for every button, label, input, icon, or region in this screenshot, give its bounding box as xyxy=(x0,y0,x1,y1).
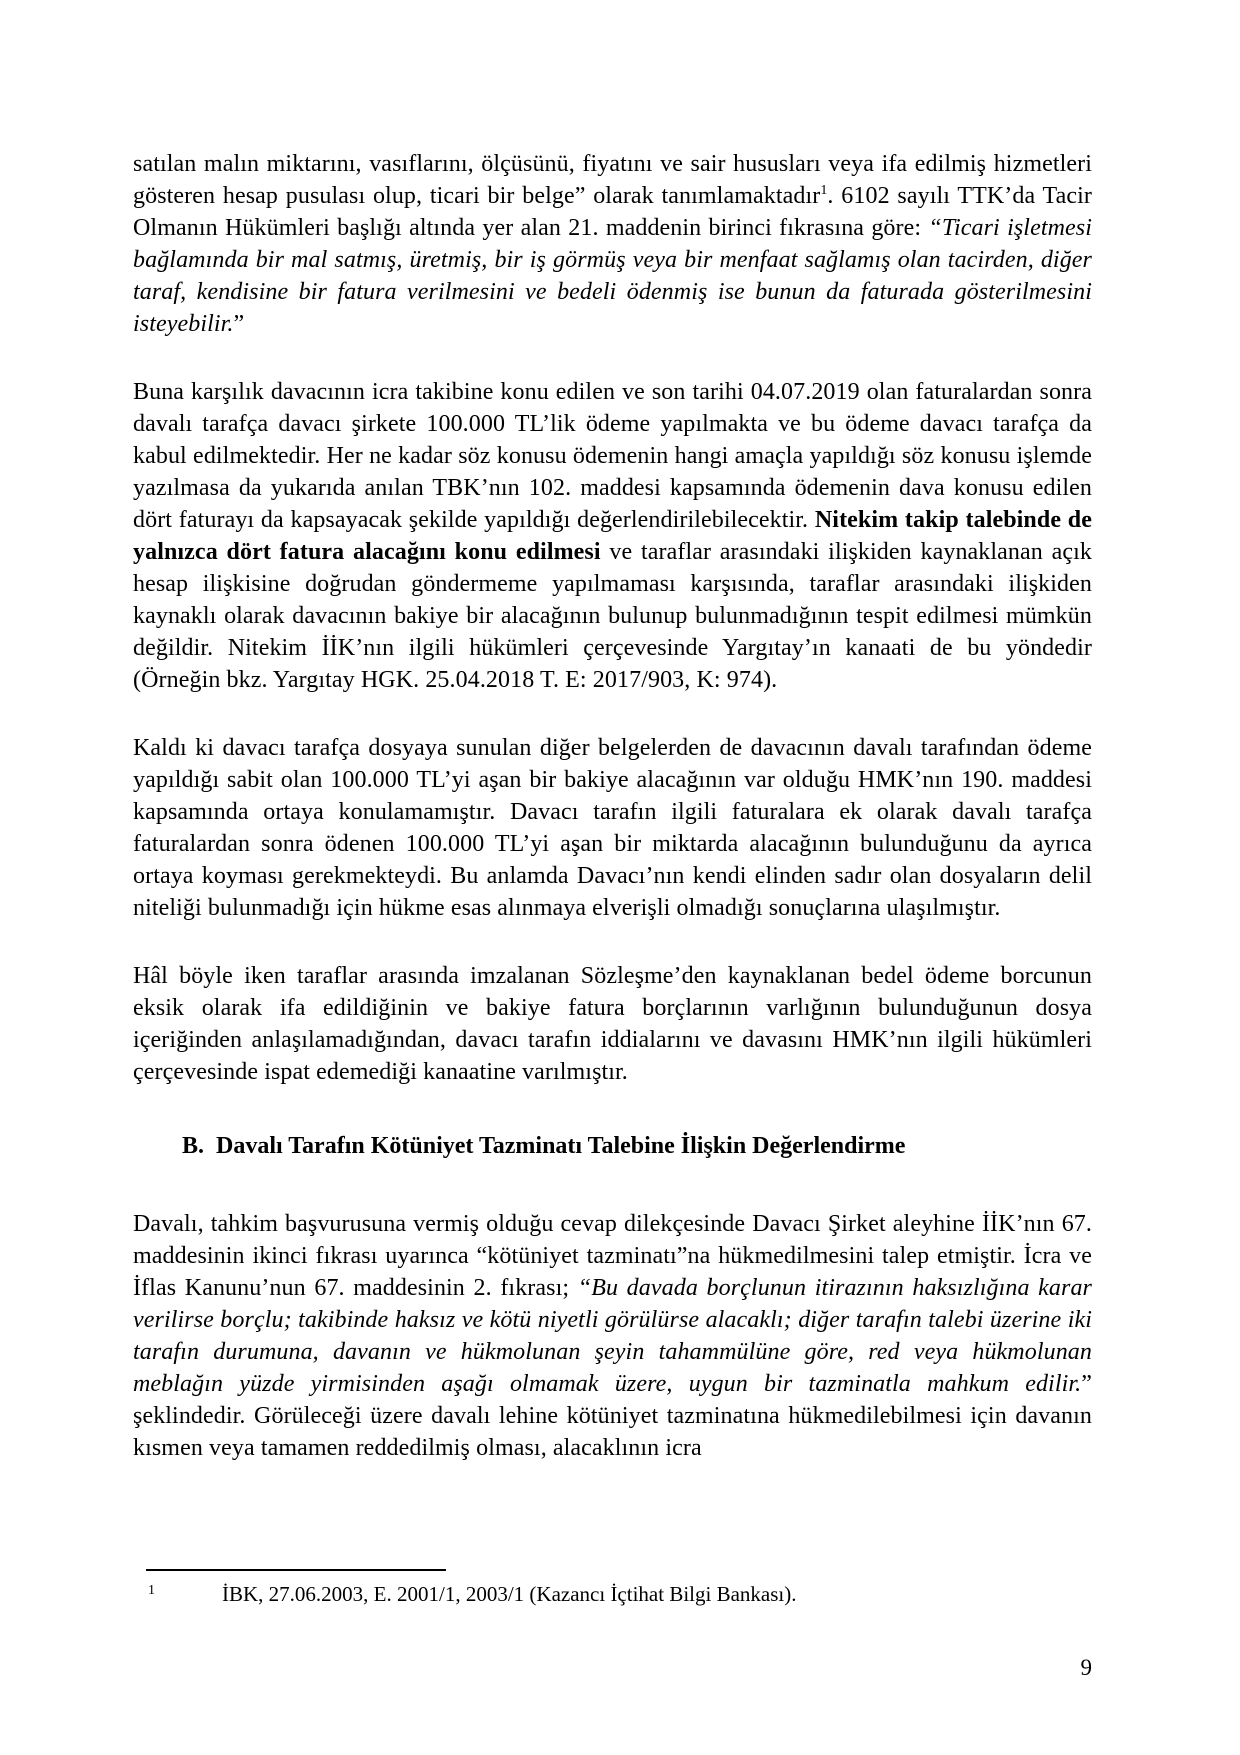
section-heading xyxy=(133,1130,1092,1162)
text-run-normal: Buna karşılık davacının icra takibine konu edilen ve son tarihi 04.07.2019 olan faturalardan sonra davalı tarafça davacı şirkete 100.000 TL’lik ödeme yapılmakta ve bu ödeme davacı tarafça da kabul edilmektedir. Her ne kadar söz konusu ödemenin hangi amaçla yapıldığı söz konusu işlemde yazılmasa da yukarıda anılan TBK’nın 102. maddesi kapsamında ödemenin dava konusu edilen dört faturayı da kapsayacak şekilde yapıldığı değerlendirilebilecektir. xyxy=(133,379,1092,533)
paragraph xyxy=(133,376,1092,696)
text-run-italic: “Ticari işletmesi bağlamında bir mal satmış, üretmiş, bir iş görmüş veya bir menfaat sağlamış olan tacirden, diğer taraf, kendisine bir fatura verilmesini ve bedeli ödenmiş ise bunun da faturada gösterilmesini isteyebilir. xyxy=(133,215,1092,337)
document-body xyxy=(133,148,1092,1500)
text-run-normal: . 6102 sayılı TTK’da Tacir Olmanın Hükümleri başlığı altında yer alan 21. maddenin birinci fıkrasına göre: xyxy=(133,183,1092,241)
section-heading-label: B. xyxy=(182,1133,205,1159)
text-run-bold: Nitekim takip talebinde de yalnızca dört fatura alacağını konu edilmesi xyxy=(133,507,1092,565)
footnote-marker: 1 xyxy=(148,1583,155,1598)
paragraph xyxy=(133,148,1092,340)
footnote xyxy=(148,1580,1068,1608)
paragraph xyxy=(133,1208,1092,1464)
text-run-normal: Davalı, tahkim başvurusuna vermiş olduğu cevap dilekçesinde Davacı Şirket aleyhine İİK’nın 67. maddesinin ikinci fıkrası uyarınca “kötüniyet tazminatı”na hükmedilmesini talep etmiştir. İcra ve İflas Kanunu’nun 67. maddesinin 2. fıkrası; xyxy=(133,1211,1092,1301)
text-run-normal: Hâl böyle iken taraflar arasında imzalanan Sözleşme’den kaynaklanan bedel ödeme borcunun eksik olarak ifa edildiğinin ve bakiye fatura borçlarının varlığının bulunduğunun dosya içeriğinden anlaşılamadığından, davacı tarafın iddialarını ve davasını HMK’nın ilgili hükümleri çerçevesinde ispat edemediği kanaatine varılmıştır. xyxy=(133,963,1092,1085)
paragraph xyxy=(133,732,1092,924)
text-run-italic: “Bu davada borçlunun itirazının haksızlığına karar verilirse borçlu; takibinde haksız ve kötü niyetli görülürse alacaklı; diğer tarafın talebi üzerine iki tarafın durumuna, davanın ve hükmolunan şeyin tahammülüne göre, red veya hükmolunan meblağın yüzde yirmisinden aşağı olmamak üzere, uygun bir tazminatla mahkum edilir. xyxy=(133,1275,1092,1397)
footnote-reference: 1 xyxy=(820,183,828,198)
text-run-normal: ” xyxy=(233,311,245,337)
section-heading-text: Davalı Tarafın Kötüniyet Tazminatı Talebine İlişkin Değerlendirme xyxy=(216,1133,906,1159)
text-run-normal: ” şeklindedir. Görüleceği üzere davalı lehine kötüniyet tazminatına hükmedilebilmesi için davanın kısmen veya tamamen reddedilmiş olması, alacaklının icra xyxy=(133,1371,1092,1461)
page-number: 9 xyxy=(1080,1655,1092,1680)
paragraph xyxy=(133,960,1092,1088)
text-run-normal: Kaldı ki davacı tarafça dosyaya sunulan diğer belgelerden de davacının davalı tarafından ödeme yapıldığı sabit olan 100.000 TL’yi aşan bir bakiye alacağının var olduğu HMK’nın 190. maddesi kapsamında ortaya konulamamıştır. Davacı tarafın ilgili faturalara ek olarak davalı tarafça faturalardan sonra ödenen 100.000 TL’yi aşan bir miktarda alacağının bulunduğunu da ayrıca ortaya koyması gerekmekteydi. Bu anlamda Davacı’nın kendi elinden sadır olan dosyaların delil niteliği bulunmadığı için hükme esas alınmaya elverişli olmadığı sonuçlarına ulaşılmıştır. xyxy=(133,735,1092,921)
footnote-text: İBK, 27.06.2003, E. 2001/1, 2003/1 (Kazancı İçtihat Bilgi Bankası). xyxy=(222,1582,797,1606)
text-run-normal: satılan malın miktarını, vasıflarını, ölçüsünü, fiyatını ve sair hususları veya ifa edilmiş hizmetleri gösteren hesap pusulası olup, ticari bir belge” olarak tanımlamaktadır xyxy=(133,151,1092,209)
text-run-normal: ve taraflar arasındaki ilişkiden kaynaklanan açık hesap ilişkisine doğrudan göndermeme yapılmaması karşısında, taraflar arasındaki ilişkiden kaynaklı olarak davacının bakiye bir alacağının bulunup bulunmadığının tespit edilmesi mümkün değildir. Nitekim İİK’nın ilgili hükümleri çerçevesinde Yargıtay’ın kanaati de bu yöndedir (Örneğin bkz. Yargıtay HGK. 25.04.2018 T. E: 2017/903, K: 974). xyxy=(133,539,1092,693)
footnote-separator xyxy=(146,1569,446,1571)
